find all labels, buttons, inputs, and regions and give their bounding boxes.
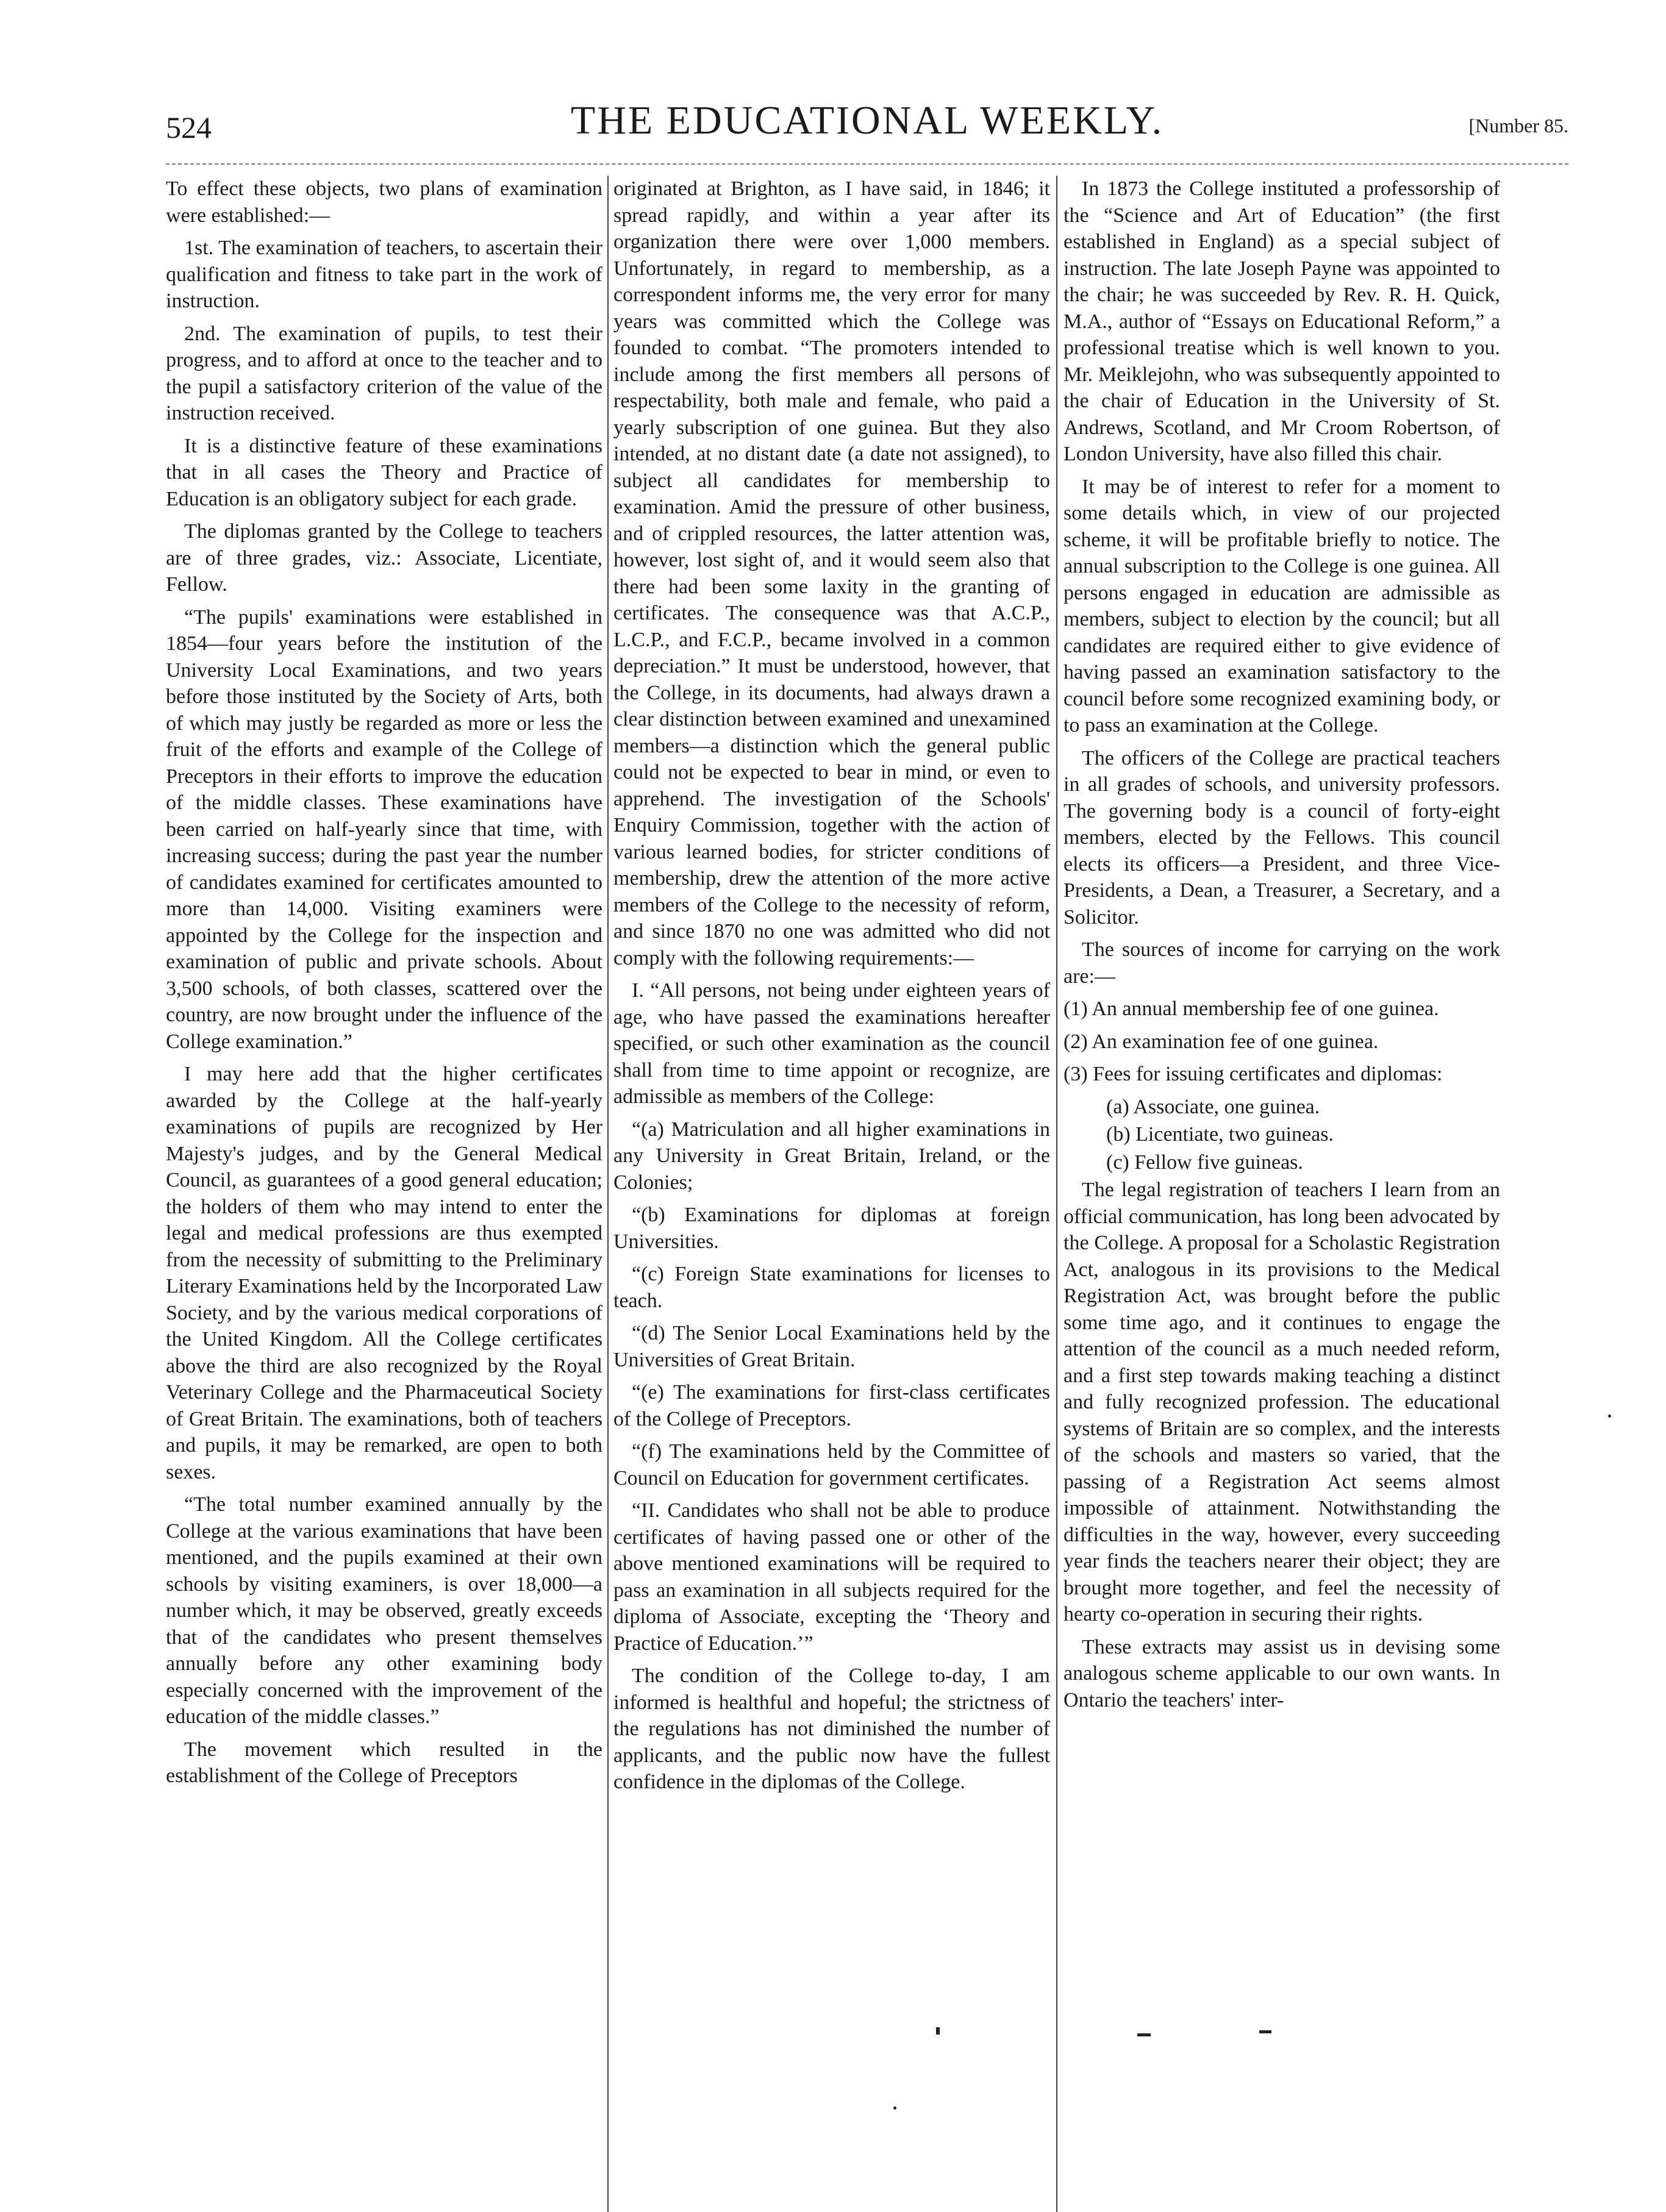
- paragraph: The movement which resulted in the establishment of the College of Preceptors: [166, 1738, 602, 1787]
- column-2: [613, 176, 1050, 2212]
- list-item: (3) Fees for issuing certificates and diplomas:: [1064, 1063, 1443, 1085]
- column-divider: [1056, 176, 1057, 2212]
- print-speck: [893, 2107, 896, 2110]
- paragraph: The legal registration of teachers I learn from an official communication, has long been advocated by the College. A proposal for a Scholastic Registration Act, analogous in its provisions to the Medical Registration Act, was brought before the public some time ago, and it continues to engage the attention of the council as a much needed reform, and a first step towards making teaching a distinct and fully recognized profession. The educational systems of Britain are so complex, and the interests of the schools and masters so varied, that the passing of a Registration Act seems almost impossible of attainment. Notwithstanding the difficulties in the way, however, every succeeding year finds the teachers nearer their object; they are brought more together, and feel the necessity of hearty co-operation in securing their rights.: [1064, 1179, 1500, 1625]
- paragraph: To effect these objects, two plans of examination were established:—: [166, 177, 602, 227]
- list-item: (1) An annual membership fee of one guinea.: [1064, 997, 1439, 1020]
- paragraph: The officers of the College are practical teachers in all grades of schools, and university professors. The governing body is a council of forty-eight members, elected by the Fellows. This council elects its officers—a President, and three Vice-Presidents, a Dean, a Treasurer, a Secretary, and a Solicitor.: [1064, 746, 1500, 929]
- column-divider: [607, 176, 609, 2212]
- list-item: “(c) Foreign State examinations for licenses to teach.: [613, 1263, 1050, 1312]
- paragraph: originated at Brighton, as I have said, in 1846; it spread rapidly, and within a year after its organization there were over 1,000 members. Unfortunately, in regard to membership, as a correspondent informs me, the very error for many years was committed which the College was founded to combat. “The promoters intended to include among the first members all persons of respectability, both male and female, who paid a yearly subscription of one guinea. But they also intended, at no distant date (a date not assigned), to subject all candidates for membership to examination. Amid the pressure of other business, and of crippled resources, the latter attention was, however, lost sight of, and it would seem also that there had been some laxity in the granting of certificates. The consequence was that A.C.P., L.C.P., and F.C.P., became involved in a common depreciation.” It must be understood, however, that the College, in its documents, had always drawn a clear distinction between examined and unexamined members—a distinction which the general public could not be expected to bear in mind, or even to apprehend. The investigation of the Schools' Enquiry Commission, together with the action of various learned bodies, for stricter conditions of membership, drew the attention of the more active members of the College to the necessity of reform, and since 1870 no one was admitted who did not comply with the following requirements:—: [613, 177, 1050, 969]
- list-item: (b) Licentiate, two guineas.: [1106, 1123, 1334, 1146]
- paragraph: It is a distinctive feature of these examinations that in all cases the Theory and Practice of Education is an obligatory subject for each grade.: [166, 434, 602, 510]
- print-speck: [1608, 1415, 1611, 1418]
- paragraph: 2nd. The examination of pupils, to test their progress, and to afford at once to the teacher and to the pupil a satisfactory criterion of the value of the instruction received.: [166, 322, 602, 424]
- list-item: “(e) The examinations for first-class certificates of the College of Preceptors.: [613, 1381, 1050, 1430]
- header-rule: [166, 163, 1568, 166]
- paragraph: In 1873 the College instituted a professorship of the “Science and Art of Education” (the first established in England) as a special subject of instruction. The late Joseph Payne was appointed to the chair; he was succeeded by Rev. R. H. Quick, M.A., author of “Essays on Educational Reform,” a professional treatise which is well known to you. Mr. Meiklejohn, who was subsequently appointed to the chair of Education in the University of St. Andrews, Scotland, and Mr Croom Robertson, of London University, have also filled this chair.: [1064, 177, 1500, 465]
- paragraph: The diplomas granted by the College to teachers are of three grades, viz.: Associate, Licentiate, Fellow.: [166, 520, 602, 596]
- list-item: “(a) Matriculation and all higher examinations in any University in Great Britain, Ireland, or the Colonies;: [613, 1118, 1050, 1194]
- paragraph: 1st. The examination of teachers, to ascertain their qualification and fitness to take part in the work of instruction.: [166, 237, 602, 312]
- paragraph: “The pupils' examinations were established in 1854—four years before the institution of the University Local Examinations, and two years before those instituted by the Society of Arts, both of which may justly be regarded as more or less the fruit of the efforts and example of the College of Preceptors in their efforts to improve the education of the middle classes. These examinations have been carried on half-yearly since that time, with increasing success; during the past year the number of candidates examined for certificates amounted to more than 14,000. Visiting examiners were appointed by the College for the inspection and examination of public and private schools. About 3,500 schools, of both classes, scattered over the country, are now brought under the influence of the College examination.”: [166, 605, 602, 1053]
- page-header: [166, 91, 1568, 159]
- list-item: “(b) Examinations for diplomas at foreign Universities.: [613, 1204, 1050, 1253]
- list-item: (c) Fellow five guineas.: [1106, 1151, 1303, 1174]
- issue-number: [Number 85.: [1468, 115, 1568, 137]
- column-1: [166, 176, 602, 2212]
- page-number: 524: [166, 110, 212, 144]
- print-speck: [1259, 2030, 1271, 2033]
- column-3: [1064, 176, 1500, 2212]
- paragraph: I may here add that the higher certificates awarded by the College at the half-yearly examinations of pupils are recognized by Her Majesty's judges, and by the General Medical Council, as guarantees of a good general education; the holders of them who may intend to enter the legal and medical professions are thus exempted from the necessity of submitting to the Preliminary Literary Examinations held by the Incorporated Law Society, and by the various medical corporations of the United Kingdom. All the College certificates above the third are also recognized by the Royal Veterinary College and the Pharmaceutical Society of Great Britain. The examinations, both of teachers and pupils, it may be remarked, are open to both sexes.: [166, 1063, 602, 1483]
- paragraph: The sources of income for carrying on the work are:—: [1064, 938, 1500, 988]
- print-speck: [936, 2027, 940, 2035]
- paragraph: These extracts may assist us in devising some analogous scheme applicable to our own wants. In Ontario the teachers' inter-: [1064, 1635, 1500, 1711]
- paragraph: “II. Candidates who shall not be able to produce certificates of having passed one or other of the above mentioned examinations will be required to pass an examination in all subjects required for the diploma of Associate, excepting the ‘Theory and Practice of Education.’”: [613, 1499, 1050, 1655]
- paragraph: It may be of interest to refer for a moment to some details which, in view of our projected scheme, it will be profitable briefly to notice. The annual subscription to the College is one guinea. All persons engaged in education are admissible as members, subject to election by the council; but all candidates are required either to give evidence of having passed an examination satisfactory to the council before some recognized examining body, or to pass an examination at the College.: [1064, 475, 1500, 737]
- list-item: “(d) The Senior Local Examinations held by the Universities of Great Britain.: [613, 1322, 1050, 1371]
- list-item: “(f) The examinations held by the Committee of Council on Education for government certificates.: [613, 1440, 1050, 1490]
- paragraph: The condition of the College to-day, I am informed is healthful and hopeful; the strictness of the regulations has not diminished the number of applicants, and the public now have the fullest confidence in the diplomas of the College.: [613, 1664, 1050, 1793]
- paragraph: I. “All persons, not being under eighteen years of age, who have passed the examinations hereafter specified, or such other examination as the council shall from time to time appoint or recognize, are admissible as members of the College:: [613, 979, 1050, 1108]
- list-item: (2) An examination fee of one guinea.: [1064, 1030, 1379, 1053]
- print-speck: [1137, 2033, 1151, 2036]
- publication-title: THE EDUCATIONAL WEEKLY.: [570, 98, 1164, 143]
- list-item: (a) Associate, one guinea.: [1106, 1095, 1320, 1118]
- paragraph: “The total number examined annually by the College at the various examinations that have been mentioned, and the pupils examined at their own schools by visiting examiners, is over 18,000—a number which, it may be observed, greatly exceeds that of the candidates who present themselves annually before any other examining body especially concerned with the improvement of the education of the middle classes.”: [166, 1493, 602, 1728]
